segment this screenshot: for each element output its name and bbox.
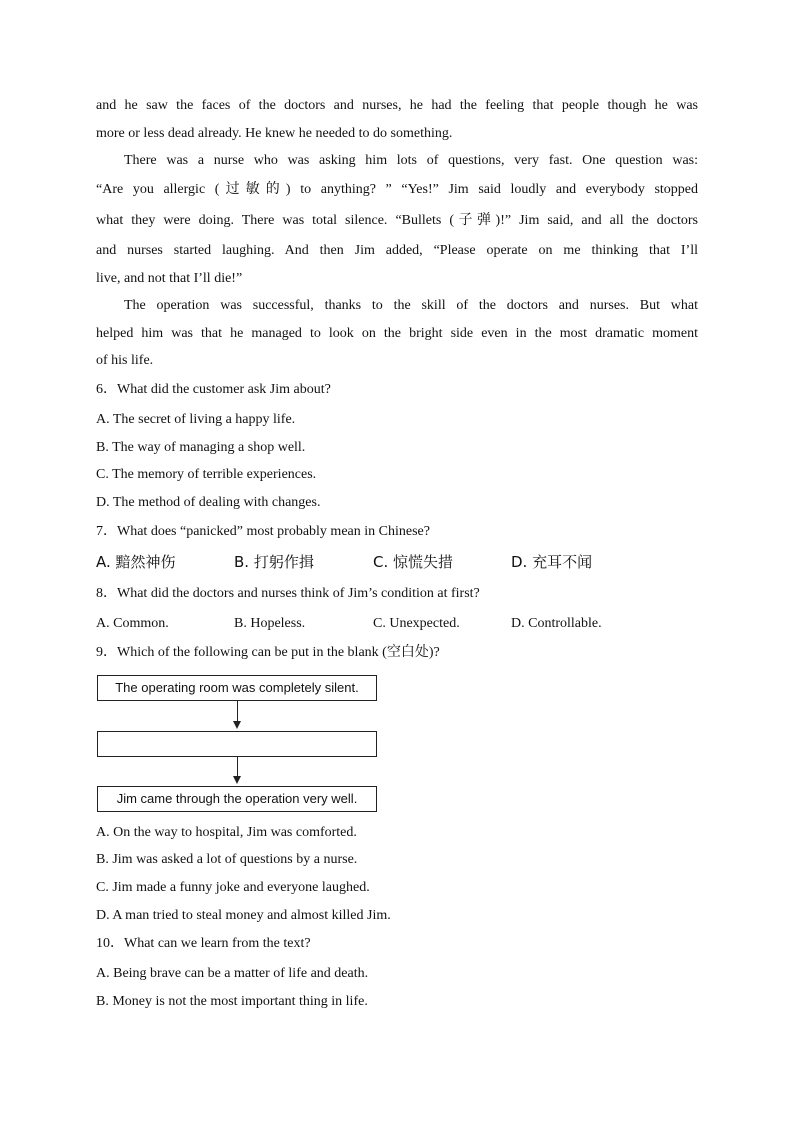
question-9-stem: 9．Which of the following can be put in the blank (空白处)? xyxy=(96,645,440,660)
passage-line: helped him was that he managed to look on the bright side even in the most dramatic moment xyxy=(96,326,698,341)
flow-box-blank xyxy=(97,731,377,757)
question-10-stem: 10．What can we learn from the text? xyxy=(96,936,311,951)
question-6-option-d: D. The method of dealing with changes. xyxy=(96,495,321,510)
question-10-option-b: B. Money is not the most important thing in life. xyxy=(96,994,368,1009)
question-7-stem: 7．What does “panicked” most probably mean in Chinese? xyxy=(96,524,430,539)
passage-line: and he saw the faces of the doctors and nurses, he had the feeling that people though he was xyxy=(96,98,698,113)
question-8-option-c: C. Unexpected. xyxy=(373,616,460,631)
flow-arrow-down-icon xyxy=(233,721,241,729)
passage-line: of his life. xyxy=(96,353,154,368)
question-9-option-b: B. Jim was asked a lot of questions by a nurse. xyxy=(96,852,358,867)
passage-line: what they were doing. There was total silence. “Bullets (子弹)!” Jim said, and all the doctors xyxy=(96,213,698,228)
question-7-option-d: D. 充耳不闻 xyxy=(511,553,593,571)
question-7-option-a: A. 黯然神伤 xyxy=(96,553,176,571)
flow-arrow-down-icon xyxy=(233,776,241,784)
question-9-option-a: A. On the way to hospital, Jim was comforted. xyxy=(96,825,357,840)
passage-line: The operation was successful, thanks to the skill of the doctors and nurses. But what xyxy=(124,298,698,313)
question-8-stem: 8．What did the doctors and nurses think of Jim’s condition at first? xyxy=(96,586,480,601)
passage-line: live, and not that I’ll die!” xyxy=(96,271,243,286)
passage-line: and nurses started laughing. And then Jim added, “Please operate on me thinking that I’ll xyxy=(96,243,698,258)
question-6-stem: 6．What did the customer ask Jim about? xyxy=(96,382,331,397)
flow-arrow-shaft xyxy=(237,701,238,722)
passage-line: “Are you allergic (过敏的) to anything? ” “Yes!” Jim said loudly and everybody stopped xyxy=(96,182,698,197)
question-6-option-a: A. The secret of living a happy life. xyxy=(96,412,296,427)
passage-line: more or less dead already. He knew he needed to do something. xyxy=(96,126,453,141)
flow-arrow-shaft xyxy=(237,757,238,777)
question-7-option-c: C. 惊慌失措 xyxy=(373,553,454,571)
passage-line: There was a nurse who was asking him lots of questions, very fast. One question was: xyxy=(124,153,698,168)
question-10-option-a: A. Being brave can be a matter of life and death. xyxy=(96,966,369,981)
flow-box-top: The operating room was completely silent. xyxy=(97,675,377,701)
question-7-option-b: B. 打躬作揖 xyxy=(234,553,314,571)
question-9-option-c: C. Jim made a funny joke and everyone laughed. xyxy=(96,880,370,895)
question-8-option-a: A. Common. xyxy=(96,616,169,631)
flow-box-bottom: Jim came through the operation very well. xyxy=(97,786,377,812)
question-6-option-b: B. The way of managing a shop well. xyxy=(96,440,306,455)
question-9-option-d: D. A man tried to steal money and almost killed Jim. xyxy=(96,908,391,923)
question-8-option-b: B. Hopeless. xyxy=(234,616,306,631)
question-8-option-d: D. Controllable. xyxy=(511,616,602,631)
question-6-option-c: C. The memory of terrible experiences. xyxy=(96,467,317,482)
